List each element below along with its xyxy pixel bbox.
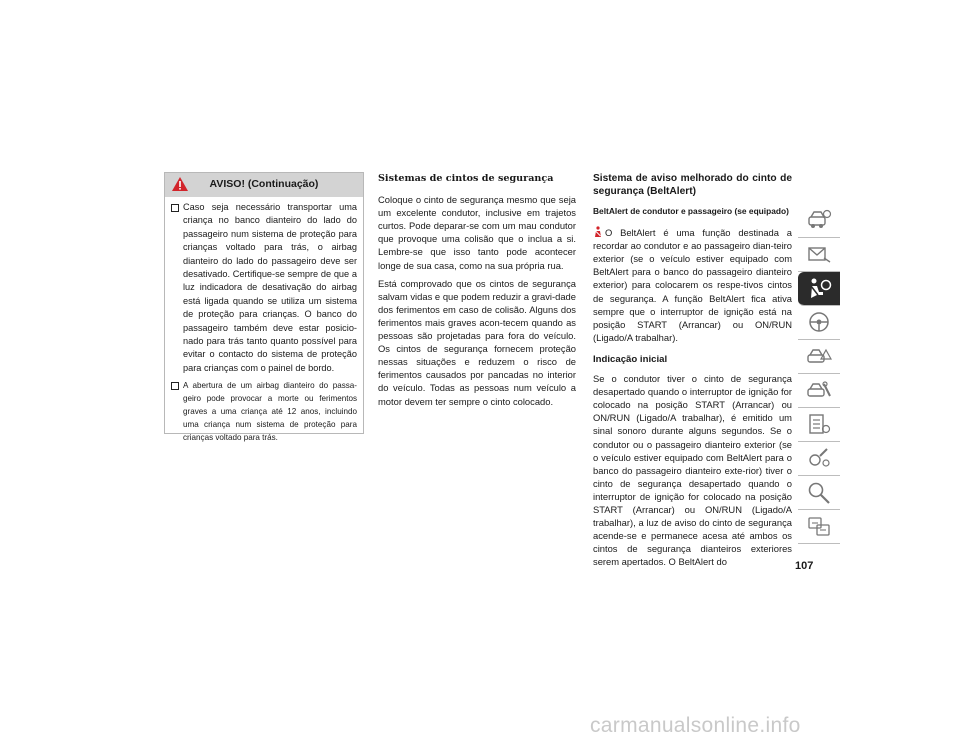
tab-car-info[interactable] bbox=[798, 204, 840, 238]
tab-car-warning[interactable] bbox=[798, 340, 840, 374]
warning-header bbox=[165, 173, 363, 197]
car-info-icon bbox=[806, 208, 832, 233]
tab-steering[interactable] bbox=[798, 306, 840, 340]
section-heading: Sistemas de cintos de segurança bbox=[378, 173, 554, 184]
car-service-icon bbox=[806, 378, 832, 403]
seatbelt-warning-icon bbox=[593, 226, 603, 238]
roadside-wrench-icon bbox=[806, 446, 832, 471]
watermark: carmanualsonline.info bbox=[590, 714, 801, 737]
subsection-heading: BeltAlert de condutor e passageiro (se equipado) bbox=[593, 206, 789, 216]
tab-language[interactable] bbox=[798, 510, 840, 544]
car-warning-icon bbox=[806, 344, 832, 369]
steering-wheel-icon bbox=[806, 310, 832, 335]
warning-bullet-text: A abertura de um airbag dianteiro do passa-geiro pode provocar a morte ou ferimentos graves a uma criança até 12 anos, incluindo uma criança num sistema de proteção para crianças voltado para trás. bbox=[183, 381, 357, 443]
warning-bullet bbox=[171, 379, 357, 444]
warning-box bbox=[164, 172, 364, 443]
page-number: 107 bbox=[795, 560, 814, 572]
paragraph bbox=[593, 226, 792, 344]
paragraph: Se o condutor tiver o cinto de segurança desapertado quando o interruptor de ignição for colocado na posição START (Arrancar) ou ON/RUN (Ligado/A trabalhar), é emitido um sinal sonoro durante alguns segundos. Se o condutor ou o passageiro dianteiro exterior (se o veículo estiver equipado com BeltAlert para o banco do passageiro dianteiro exte-rior) tiver o cinto de segurança desapertado quando o interruptor de ignição for colocado na posição START (Arrancar) ou ON/RUN (Ligado/A trabalhar), a luz de aviso do cinto de segurança acende-se e permanece acesa até ambos os cintos de segurança dianteiros exteriores serem apertados. O BeltAlert do bbox=[593, 373, 792, 568]
warning-bullet-text: Caso seja necessário transportar uma criança no banco dianteiro do lado do passageiro num sistema de proteção para crianças voltado para trás, o airbag dianteiro do lado do passageiro deve ser desativado. Certifique-se sempre de que a luz indicadora de desativação do airbag está ligada quando se utiliza um sistema de proteção para crianças. O banco do passageiro também deve estar posicio-nado para trás tanto quanto possível para evitar o contacto do sistema de proteção para crianças com o painel de bordo. bbox=[183, 202, 357, 373]
paragraph-text: O BeltAlert é uma função destinada a recordar ao condutor e ao passageiro dian-teiro exterior (se o veículo estiver equipado com BeltAlert para o banco do passageiro dianteiro exterior) para colocarem os respe-tivos cintos de segurança. A função BeltAlert fica ativa sempre que o interruptor de ignição está na posição START (Arrancar) ou ON/RUN (Ligado/A trabalhar). bbox=[593, 227, 792, 343]
tab-car-service[interactable] bbox=[798, 374, 840, 408]
checklist-icon bbox=[806, 412, 832, 437]
dashboard-mail-icon bbox=[806, 242, 832, 267]
search-icon bbox=[806, 480, 832, 505]
tab-roadside[interactable] bbox=[798, 442, 840, 476]
warning-title: AVISO! (Continuação) bbox=[209, 178, 319, 190]
bullet-square-icon bbox=[171, 382, 179, 390]
right-column bbox=[593, 172, 792, 573]
paragraph: Está comprovado que os cintos de segurança salvam vidas e que podem reduzir a gravi-dade dos ferimentos em caso de colisão. Alguns dos ferimentos mais graves acon-tecem quando as pessoas são projetadas para fora do veículo. Os cintos de segurança fornecem proteção nessas situações e reduzem o risco de ferimentos causados por pancadas no interior do veículo. Todas as pessoas num veículo a motor devem ter sempre o cinto colocado. bbox=[378, 277, 576, 407]
middle-column bbox=[378, 172, 576, 413]
language-icon bbox=[806, 514, 832, 539]
warning-bullet bbox=[171, 201, 357, 375]
bullet-square-icon bbox=[171, 204, 179, 212]
subsection-heading: Indicação inicial bbox=[593, 353, 668, 365]
seatbelt-airbag-icon bbox=[806, 276, 832, 301]
tab-seatbelt-airbag[interactable] bbox=[798, 272, 840, 306]
paragraph: Coloque o cinto de segurança mesmo que seja um excelente condutor, inclusive em trajetos curtos. Pode deparar-se com um mau condutor que provoque uma colisão que o inclua a si. Lembre-se que isso tanto pode acontecer longe de sua casa, como na sua própria rua. bbox=[378, 194, 576, 271]
tab-dashboard[interactable] bbox=[798, 238, 840, 272]
tab-search[interactable] bbox=[798, 476, 840, 510]
tab-checklist[interactable] bbox=[798, 408, 840, 442]
section-heading: Sistema de aviso melhorado do cinto de segurança (BeltAlert) bbox=[593, 173, 792, 197]
